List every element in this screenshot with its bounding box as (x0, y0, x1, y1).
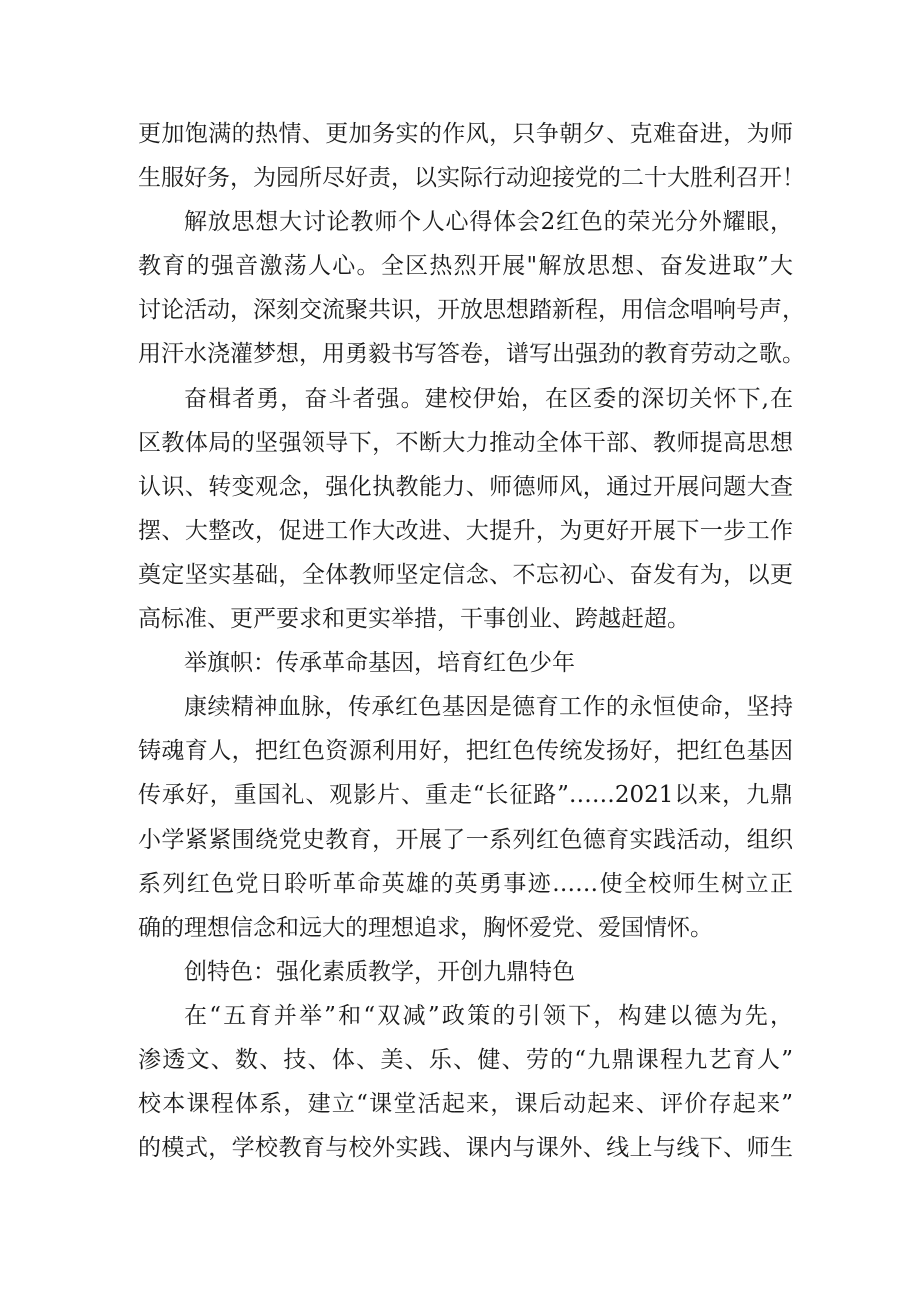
text-line: 认识、转变观念，强化执教能力、师德师风，通过开展问题大查 (138, 473, 793, 500)
text-line: 教育的强音激荡人心。全区热烈开展"解放思想、奋发进取”大 (138, 253, 793, 280)
text-line: 系列红色党日聆听革命英雄的英勇事迹……使全校师生树立正 (138, 870, 793, 897)
text-line: 讨论活动，深刻交流聚共识，开放思想踏新程，用信念唱响号声， (138, 297, 805, 324)
document-body (138, 112, 805, 1170)
text-line: 确的理想信念和远大的理想追求，胸怀爱党、爱国情怀。 (138, 914, 713, 941)
text-line: 传承好，重国礼、观影片、重走“长征路”……2021以来，九鼎 (138, 782, 793, 809)
text-line: 更加饱满的热情、更加务实的作风，只争朝夕、克难奋进，为师 (138, 121, 793, 147)
text-line: 在“五育并举”和“双减”政策的引领下，构建以德为先， (184, 1002, 793, 1029)
text-line: 渗透文、数、技、体、美、乐、健、劳的“九鼎课程九艺育人” (138, 1046, 793, 1073)
text-line: 奋楫者勇，奋斗者强。建校伊始，在区委的深切关怀下,在 (184, 385, 793, 412)
section-heading: 举旗帜：传承革命基因，培育红色少年 (184, 650, 575, 677)
text-line: 摆、大整改，促进工作大改进、大提升，为更好开展下一步工作 (138, 517, 793, 544)
text-line: 区教体局的坚强领导下，不断大力推动全体干部、教师提高思想 (138, 429, 793, 456)
text-line: 的模式，学校教育与校外实践、课内与课外、线上与线下、师生 (138, 1135, 793, 1162)
text-line: 康续精神血脉，传承红色基因是德育工作的永恒使命，坚持 (184, 694, 793, 721)
section-heading: 创特色：强化素质教学，开创九鼎特色 (184, 958, 575, 985)
text-line: 校本课程体系，建立“课堂活起来，课后动起来、评价存起来” (138, 1091, 793, 1118)
text-line: 小学紧紧围绕党史教育，开展了一系列红色德育实践活动，组织 (138, 826, 793, 853)
text-line: 生服好务，为园所尽好责，以实际行动迎接党的二十大胜利召开！ (138, 165, 805, 192)
text-line: 高标准、更严要求和更实举措，干事创业、跨越赶超。 (138, 606, 690, 633)
text-line: 铸魂育人，把红色资源利用好，把红色传统发扬好，把红色基因 (138, 738, 793, 765)
text-line: 奠定坚实基础，全体教师坚定信念、不忘初心、奋发有为，以更 (138, 561, 793, 588)
text-line: 解放思想大讨论教师个人心得体会2红色的荣光分外耀眼， (184, 209, 793, 236)
text-line: 用汗水浇灌梦想，用勇毅书写答卷，谱写出强劲的教育劳动之歌。 (138, 341, 805, 368)
